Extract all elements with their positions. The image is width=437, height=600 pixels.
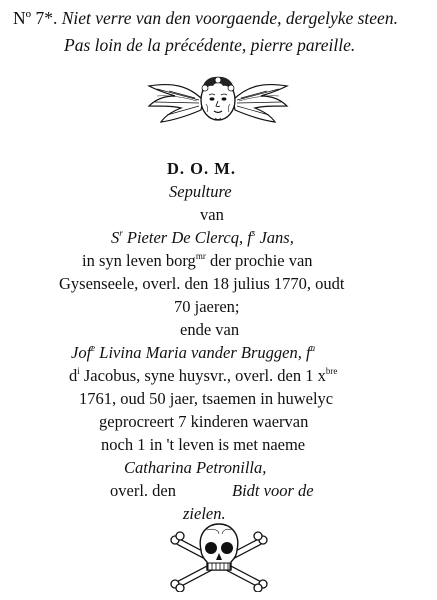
inscription-line-sepulture: Sepulture [169,182,232,201]
inscription-line-kinderen: geprocreert 7 kinderen waervan [99,412,309,431]
inscription-line-1761: 1761, oud 50 jaer, tsaemen in huwelyc [79,389,334,408]
inscription-line-catharina: Catharina Petronilla, [124,458,267,477]
inscription-line-zielen: zielen. [183,504,226,523]
inscription-line-age: 70 jaeren; [174,297,240,316]
inscription-line-ende-van: ende van [180,320,240,339]
skull-and-crossbones-icon [167,520,271,592]
inscription-line-bidt: Bidt voor de [232,481,314,500]
inscription-line-jacobus: $d^i$ Jacobus, syne huysvr., overl. den 1 $x^{bre}$ [69,366,338,385]
inscription-line-pieter: $S^r$ Pieter De Clercq, $f^s$ Jans, [111,228,294,247]
entry-number: Nº 7*. [13,8,58,28]
cherub-icon [143,64,293,132]
inscription-line-gysenseele: Gysenseele, overl. den 18 julius 1770, oudt [59,274,345,293]
inscription-line-livina: Jof$^e$ Livina Maria vander Bruggen, $f^a$ [71,343,316,362]
inscription-line-borgmeester: in syn leven borg$^{mr}$ der prochie van [82,251,313,270]
header-line-1 [13,10,398,28]
dom-heading: D. O. M. [167,159,236,178]
inscription-line-van-1: van [200,205,224,224]
inscription-line-overl-den: overl. den [110,481,176,500]
inscription-line-naeme: noch 1 in 't leven is met naeme [101,435,306,454]
title-dutch: Niet verre van den voorgaende, dergelyke steen. [61,8,398,28]
title-french: Pas loin de la précédente, pierre pareille. [64,35,356,55]
